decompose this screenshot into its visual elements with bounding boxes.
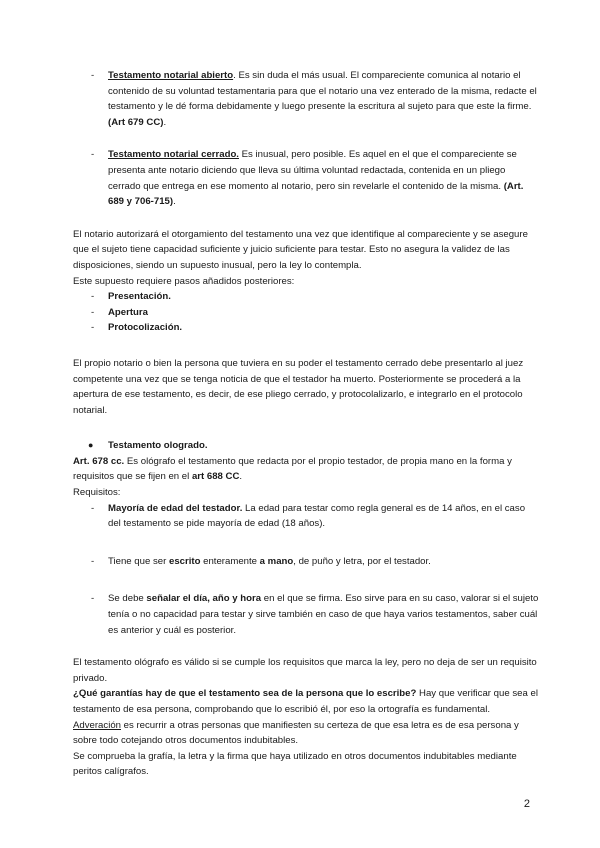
paragraph-adveracion: Adveración es recurrir a otras personas que manifiesten su certeza de que esa letra es de esa persona y sobre todo cotejando otros documentos indubitables. — [73, 719, 519, 747]
term-title: Testamento notarial abierto — [108, 70, 234, 81]
paragraph-pasos: Este supuesto requiere pasos añadidos posteriores: — [73, 275, 295, 287]
list-item-notarial-abierto — [73, 68, 539, 130]
section-heading-ologrado — [73, 438, 539, 454]
paragraph-valido: El testamento ológrafo es válido si se cumple los requisitos que marca la ley, pero no deja de ser un requisito privado. — [73, 657, 537, 684]
dash-marker: - — [91, 593, 95, 605]
dash-marker: - — [91, 291, 95, 303]
article-ref: (Art 679 CC) — [108, 116, 164, 128]
paragraph: Se debe señalar el día, año y hora en el que se firma. Eso sirve para en su caso, valorar si el sujeto tenía o no capacidad para testar y sirve también en caso de que haya varios testamentos, saber cuál es anterior y cuál es posterior. — [108, 593, 539, 636]
section-title: Testamento ologrado. — [108, 440, 208, 452]
requirement-item — [73, 591, 539, 638]
paragraph: Tiene que ser escrito enteramente a mano, de puño y letra, por el testador. — [108, 555, 431, 567]
dash-marker: - — [91, 555, 95, 567]
list-item-notarial-cerrado — [73, 147, 539, 209]
dash-marker: - — [91, 70, 95, 81]
paragraph: Testamento notarial cerrado. Es inusual, pero posible. Es aquel en el que el compareciente se presenta ante notario diciendo que lleva su última voluntad redactada, contenida en un pliego cerrado que entrega en ese momento al notario, pero sin revelarle el contenido de la misma. (Art. 689 y 706-715). — [108, 149, 524, 208]
page-number: 2 — [523, 798, 530, 810]
dash-marker: - — [91, 502, 95, 514]
paragraph-juez: El propio notario o bien la persona que tuviera en su poder el testamento cerrado debe presentarlo al juez competente una vez que se tenga noticia de que el testador ha muerto. Posteriormente se procederá a la apertura de ese testamento, es decir, de ese pliego cerrado, y protocolalizarlo, e integrarlo en el protocolo notarial. — [73, 357, 524, 416]
paragraph-art678: Art. 678 cc. Es ológrafo el testamento que redacta por el propio testador, de propia mano en la forma y requisitos que se fijen en el art 688 CC. — [73, 455, 512, 483]
dash-marker: - — [91, 306, 95, 318]
step-label: Protocolización. — [108, 322, 183, 334]
dash-marker: - — [91, 322, 95, 334]
paragraph-grafia: Se comprueba la grafía, la letra y la firma que haya utilizado en otros documentos indubitables mediante peritos calígrafos. — [73, 750, 517, 778]
step-item — [73, 289, 539, 305]
step-label: Apertura — [108, 306, 148, 318]
article-ref: Art. 678 cc. — [73, 455, 125, 467]
step-item — [73, 305, 539, 321]
step-item — [73, 320, 539, 336]
step-label: Presentación. — [108, 291, 171, 303]
bullet-marker: ● — [88, 440, 94, 451]
page-content — [73, 68, 539, 780]
paragraph: Testamento notarial abierto. Es sin duda el más usual. El compareciente comunica al notario el contenido de su voluntad testamentaria para que el notario una vez enterado de la misma, redacte el testamento y le dé forma debidamente y luego presente la escritura al sujeto para que este la firme. (Art 679 CC). — [108, 70, 537, 128]
requirement-item — [73, 554, 539, 570]
dash-marker: - — [91, 149, 95, 161]
term-title: Testamento notarial cerrado. — [108, 149, 239, 161]
article-ref: (Art. 689 y 706-715) — [108, 180, 524, 208]
paragraph: Mayoría de edad del testador. La edad para testar como regla general es de 14 años, en el caso del testamento se pide mayoría de edad (18 años). — [108, 502, 526, 530]
paragraph-notario: El notario autorizará el otorgamiento del testamento una vez que identifique al compareciente y se asegure que el sujeto tiene capacidad suficiente y juicio suficiente para testar. Esto no asegura la validez de las disposiciones, siendo un supuesto inusual, pero la ley lo contempla. — [73, 228, 528, 271]
article-ref: art 688 CC — [191, 471, 240, 483]
paragraph-garantias: ¿Qué garantías hay de que el testamento sea de la persona que lo escribe? Hay que verificar que sea el testamento de esa persona, comprobando que lo escribió él, por eso la ortografía es fundamental. — [73, 688, 538, 715]
requirement-item — [73, 501, 539, 532]
requisitos-label: Requisitos: — [73, 487, 121, 499]
term-adveracion: Adveración — [73, 719, 121, 731]
